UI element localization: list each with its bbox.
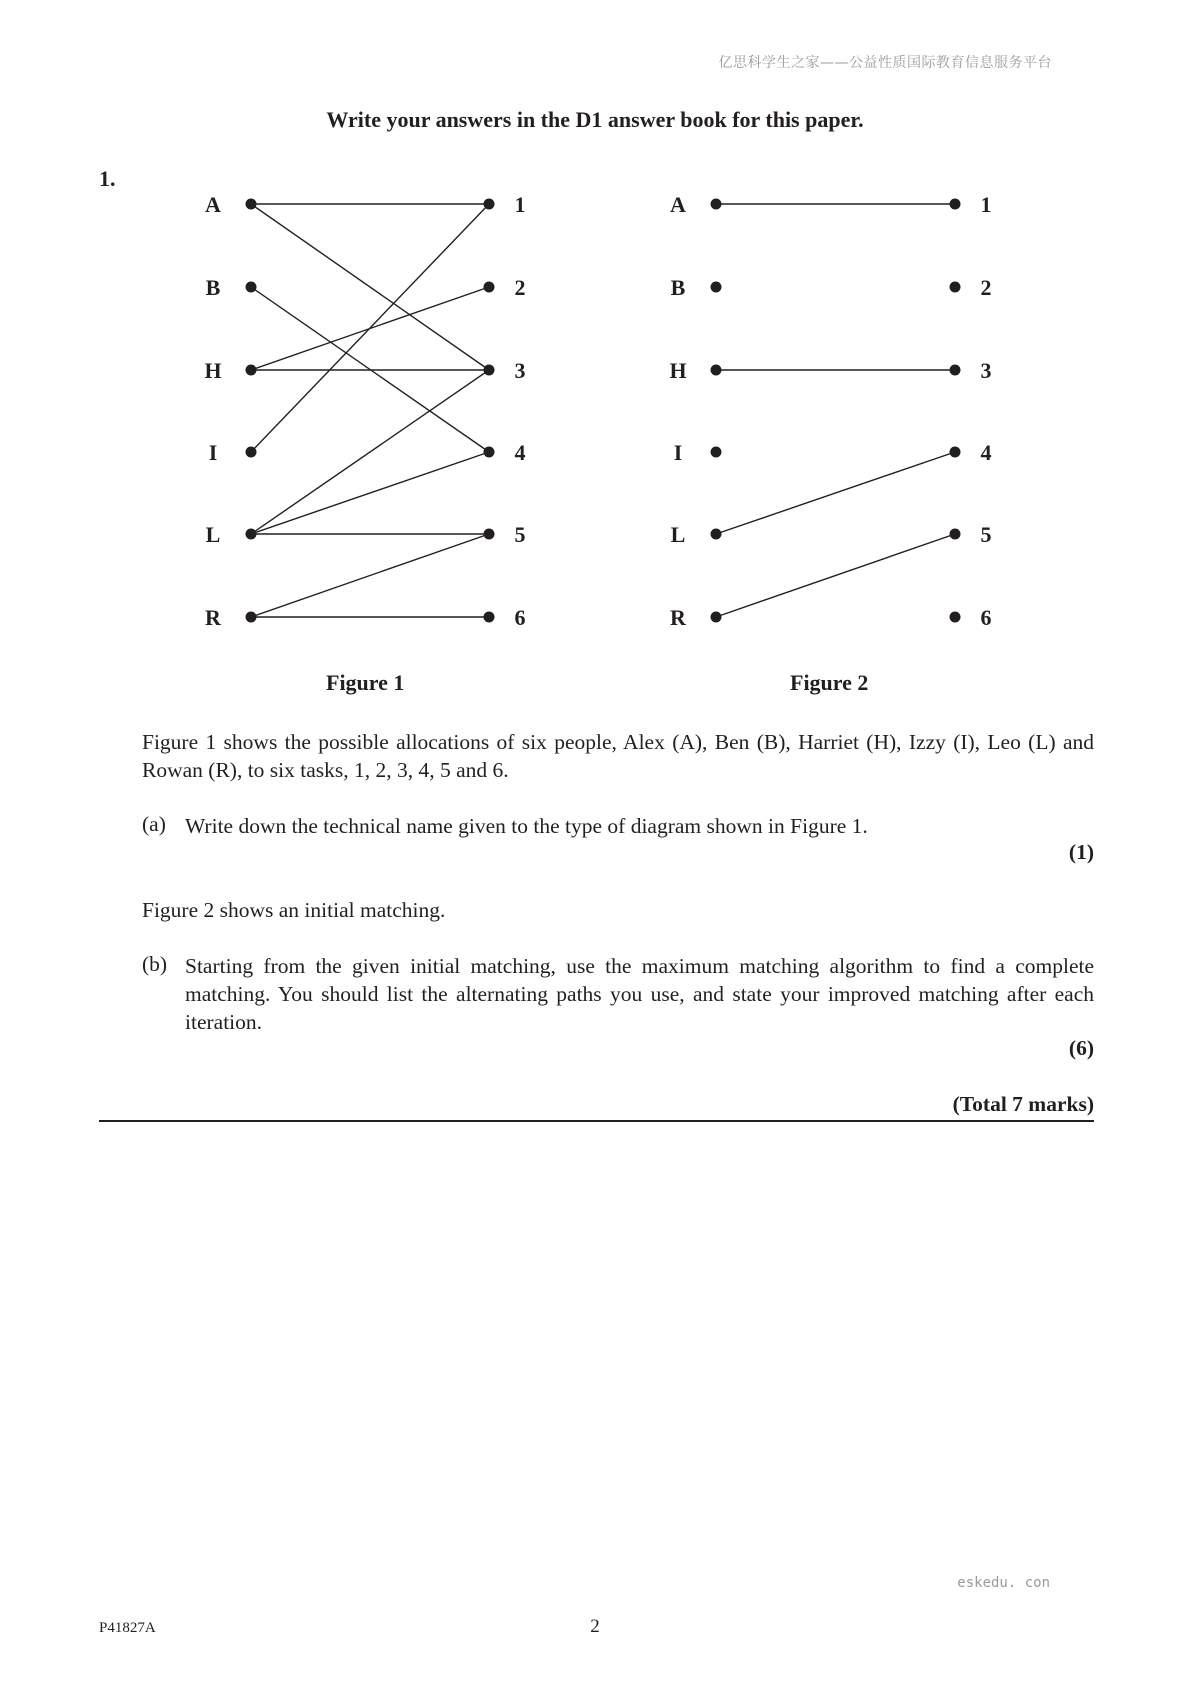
figure-1-graph (204, 192, 525, 630)
figure-1-right-label-3: 3 (514, 358, 526, 383)
figure-2-right-label-3: 3 (980, 358, 992, 383)
figure-2-paragraph: Figure 2 shows an initial matching. (142, 898, 446, 922)
figure-2-right-label-4: 4 (980, 440, 992, 465)
figure-1-right-node-2 (484, 282, 495, 293)
figure-1-right-label-4: 4 (514, 440, 526, 465)
part-b-label: (b) (142, 952, 168, 976)
figure-1-right-label-2: 2 (514, 275, 526, 300)
page-number: 2 (590, 1616, 600, 1637)
figure-2-left-label-R: R (670, 605, 686, 630)
figure-2-caption: Figure 2 (790, 670, 869, 695)
question-end-rule (99, 1120, 1094, 1122)
figure-1-left-node-R (246, 612, 257, 623)
figure-2-edge-R-5 (716, 534, 955, 617)
footer-site-text: eskedu. con (957, 1575, 1050, 1591)
figure-2-right-label-5: 5 (980, 522, 992, 547)
figure-2-edge-L-4 (716, 452, 955, 534)
figure-2-left-node-H (711, 365, 722, 376)
intro-paragraph: Figure 1 shows the possible allocations of six people, Alex (A), Ben (B), Harriet (H), Izzy (I), Leo (L) and Rowan (R), to six tasks, 1, 2, 3, 4, 5 and 6. (142, 730, 1094, 782)
bipartite-figures (0, 0, 1190, 720)
figure-2-right-node-4 (950, 447, 961, 458)
figure-1-left-node-B (246, 282, 257, 293)
figure-1-edge-R-5 (251, 534, 489, 617)
figure-1-right-label-1: 1 (514, 192, 526, 217)
part-a-label: (a) (142, 812, 166, 836)
watermark-text: 亿思科学生之家——公益性质国际教育信息服务平台 (718, 55, 1052, 71)
question-number: 1. (99, 166, 116, 191)
figure-1-left-node-I (246, 447, 257, 458)
part-b-text: Starting from the given initial matching, use the maximum matching algorithm to find a complete matching. You should list the alternating paths you use, and state your improved matching after each iteration. (185, 954, 1094, 1034)
figure-2-right-node-5 (950, 529, 961, 540)
figure-1-left-node-L (246, 529, 257, 540)
figure-1-left-label-H: H (204, 358, 222, 383)
figure-1-caption: Figure 1 (326, 670, 405, 695)
figure-1-left-label-A: A (205, 192, 221, 217)
figure-2-left-label-A: A (670, 192, 686, 217)
figure-2-right-label-6: 6 (980, 605, 992, 630)
figure-2-left-label-I: I (673, 440, 683, 465)
part-a-text: Write down the technical name given to the type of diagram shown in Figure 1. (185, 814, 868, 838)
instruction-heading: Write your answers in the D1 answer book for this paper. (326, 107, 864, 132)
figure-1-left-label-I: I (208, 440, 218, 465)
figure-1-edge-I-1 (251, 204, 489, 452)
part-a-marks: (1) (1068, 840, 1094, 864)
figure-1-left-node-H (246, 365, 257, 376)
figure-2-left-node-I (711, 447, 722, 458)
figure-2-left-node-A (711, 199, 722, 210)
figure-2-graph (669, 192, 991, 630)
figure-2-left-node-B (711, 282, 722, 293)
figure-1-right-label-5: 5 (514, 522, 526, 547)
figure-2-right-label-2: 2 (980, 275, 992, 300)
total-marks: (Total 7 marks) (952, 1092, 1094, 1116)
figure-1-right-node-3 (484, 365, 495, 376)
figure-2-right-node-1 (950, 199, 961, 210)
figure-1-edge-L-3 (251, 370, 489, 534)
figure-1-right-node-4 (484, 447, 495, 458)
paper-code: P41827A (99, 1620, 156, 1636)
figure-1-left-node-A (246, 199, 257, 210)
figure-1-right-label-6: 6 (514, 605, 526, 630)
figure-2-left-label-L: L (670, 522, 686, 547)
figure-2-left-label-H: H (669, 358, 687, 383)
figure-2-left-node-L (711, 529, 722, 540)
part-b-marks: (6) (1068, 1036, 1094, 1060)
figure-1-right-node-6 (484, 612, 495, 623)
figure-1-edge-A-3 (251, 204, 489, 370)
figure-2-right-node-6 (950, 612, 961, 623)
figure-1-left-label-B: B (205, 275, 221, 300)
figure-1-edge-L-4 (251, 452, 489, 534)
figure-1-right-node-1 (484, 199, 495, 210)
figure-2-right-node-3 (950, 365, 961, 376)
figure-2-right-label-1: 1 (980, 192, 992, 217)
figure-1-right-node-5 (484, 529, 495, 540)
figure-2-right-node-2 (950, 282, 961, 293)
figure-1-left-label-L: L (205, 522, 221, 547)
figure-2-left-label-B: B (670, 275, 686, 300)
figure-1-left-label-R: R (205, 605, 221, 630)
figure-2-left-node-R (711, 612, 722, 623)
